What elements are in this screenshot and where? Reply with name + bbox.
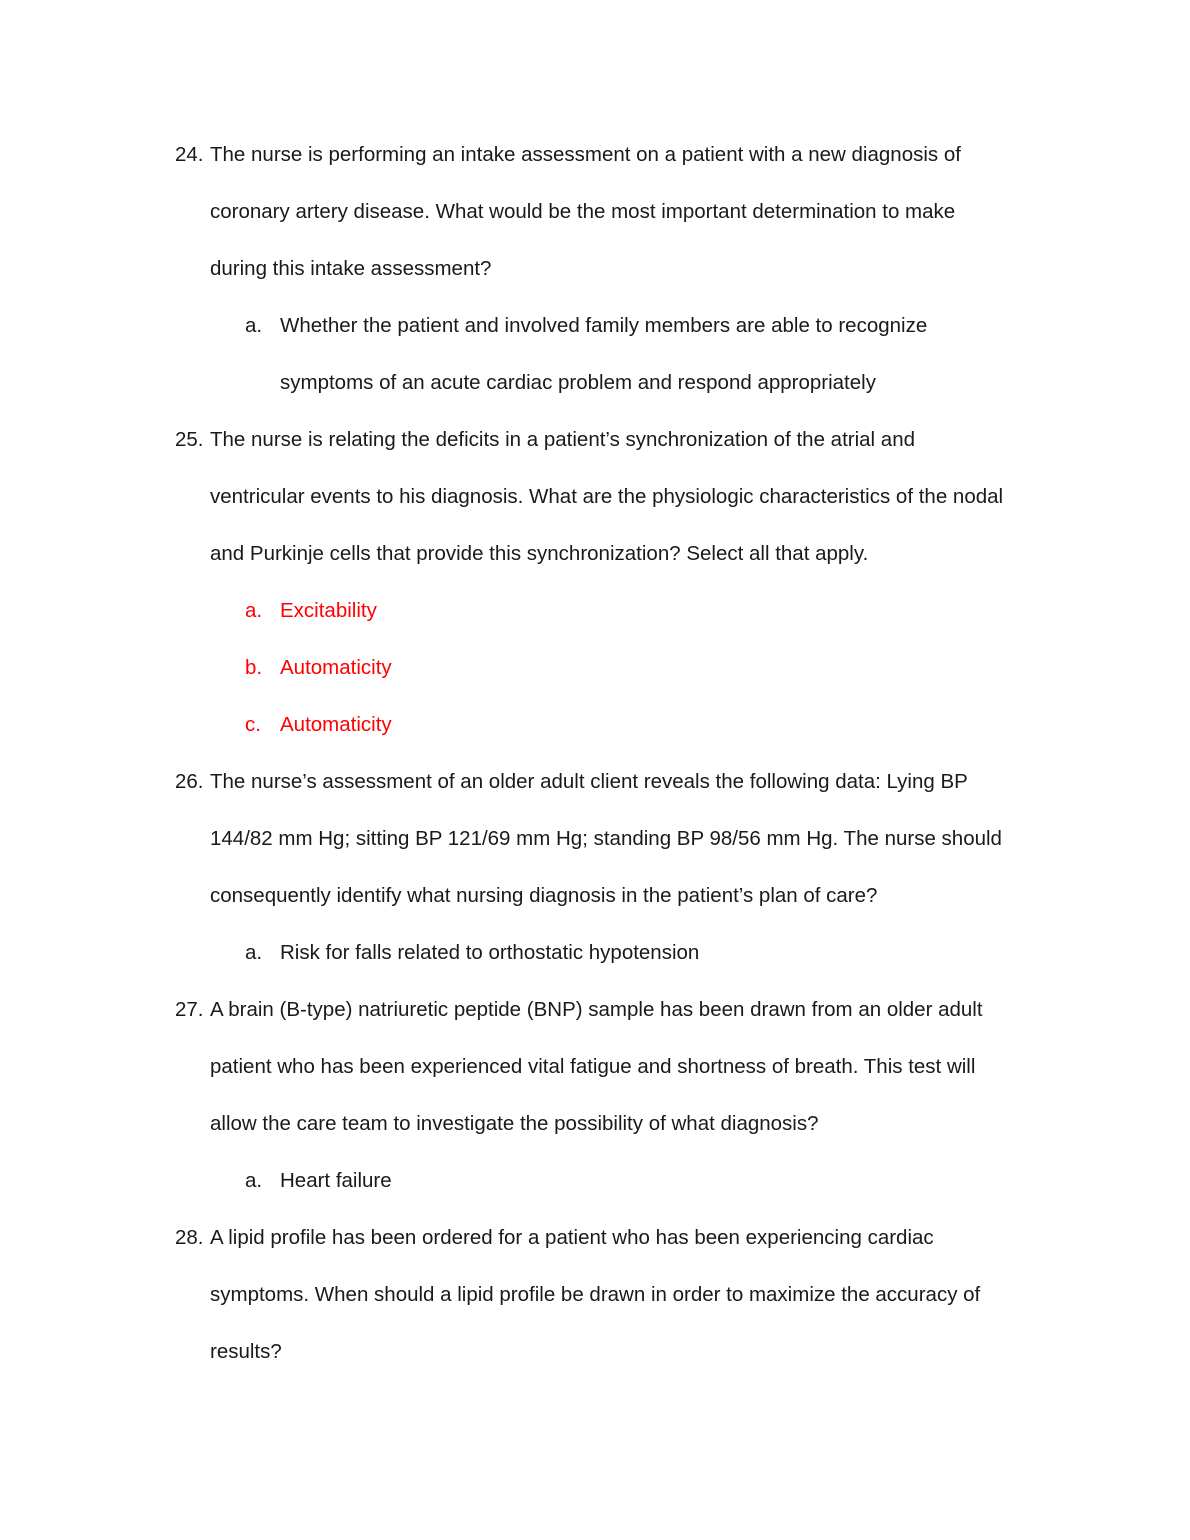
answer-text-line: Automaticity: [280, 713, 392, 736]
answer-text-line: Heart failure: [280, 1169, 392, 1192]
question-number: 28.: [175, 1226, 204, 1249]
question-number: 26.: [175, 770, 204, 793]
answer-letter: b.: [245, 656, 263, 679]
question-number: 27.: [175, 998, 204, 1021]
question-text-line: 144/82 mm Hg; sitting BP 121/69 mm Hg; standing BP 98/56 mm Hg. The nurse should: [210, 827, 1002, 850]
question-text-line: The nurse’s assessment of an older adult client reveals the following data: Lying BP: [210, 770, 968, 793]
answer-letter: a.: [245, 1169, 263, 1192]
answer-letter: c.: [245, 713, 261, 736]
question-number: 25.: [175, 428, 204, 451]
answer-text-line: symptoms of an acute cardiac problem and respond appropriately: [280, 371, 876, 394]
answer-text-line: Automaticity: [280, 656, 392, 679]
answer-letter: a.: [245, 599, 263, 622]
answer-letter: a.: [245, 314, 263, 337]
question-text-line: ventricular events to his diagnosis. What are the physiologic characteristics of the nodal: [210, 485, 1004, 508]
question-text-line: A lipid profile has been ordered for a patient who has been experiencing cardiac: [210, 1226, 934, 1249]
question-text-line: The nurse is performing an intake assessment on a patient with a new diagnosis of: [210, 143, 961, 166]
question-text-line: and Purkinje cells that provide this synchronization? Select all that apply.: [210, 542, 869, 565]
question-text-line: symptoms. When should a lipid profile be drawn in order to maximize the accuracy of: [210, 1283, 981, 1306]
answer-text-line: Whether the patient and involved family members are able to recognize: [280, 314, 928, 337]
question-number: 24.: [175, 143, 204, 166]
question-text-line: allow the care team to investigate the possibility of what diagnosis?: [210, 1112, 819, 1135]
question-text-line: consequently identify what nursing diagnosis in the patient’s plan of care?: [210, 884, 878, 907]
answer-text-line: Risk for falls related to orthostatic hypotension: [280, 941, 700, 964]
question-text-line: results?: [210, 1340, 282, 1363]
answer-letter: a.: [245, 941, 263, 964]
question-text-line: during this intake assessment?: [210, 257, 492, 280]
question-text-line: coronary artery disease. What would be the most important determination to make: [210, 200, 956, 223]
answer-text-line: Excitability: [280, 599, 377, 622]
question-text-line: patient who has been experienced vital fatigue and shortness of breath. This test will: [210, 1055, 976, 1078]
question-text-line: A brain (B-type) natriuretic peptide (BNP) sample has been drawn from an older adult: [210, 998, 983, 1021]
question-text-line: The nurse is relating the deficits in a patient’s synchronization of the atrial and: [210, 428, 915, 451]
